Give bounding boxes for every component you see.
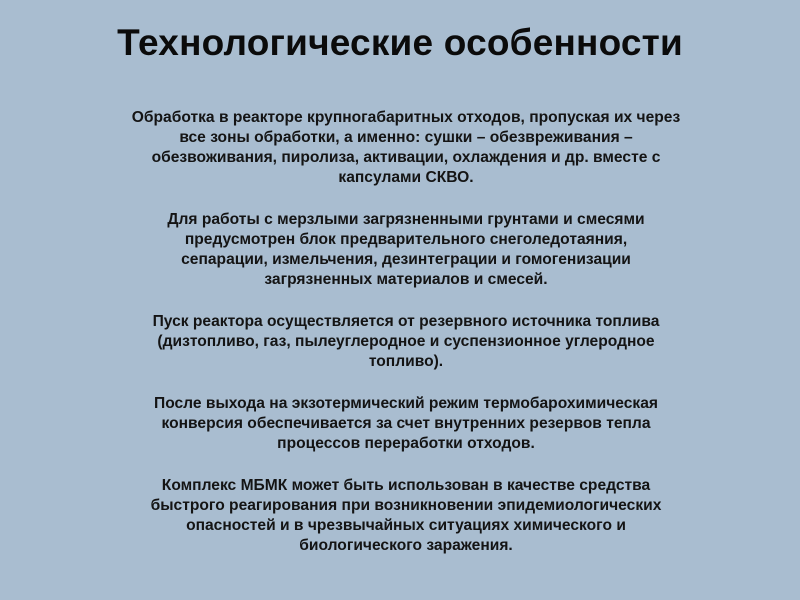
paragraph-line: быстрого реагирования при возникновении эпидемиологических [150,497,662,514]
paragraph-mbmk-complex [56,476,756,556]
paragraph-line: Обработка в реакторе крупногабаритных отходов, пропуская их через [131,109,681,126]
paragraph-line: загрязненных материалов и смесей. [264,271,548,288]
paragraph-line: биологического заражения. [299,537,513,554]
slide-title: Технологические особенности [117,22,683,63]
paragraph-line: Пуск реактора осуществляется от резервного источника топлива [152,313,660,330]
paragraph-line: топливо). [368,353,444,370]
paragraph-line: обезвоживания, пиролиза, активации, охлаждения и др. вместе с [151,149,661,166]
paragraph-frozen-soils [56,210,756,290]
paragraph-line: капсулами СКВО. [338,169,474,186]
paragraph-line: конверсия обеспечивается за счет внутренних резервов тепла [161,415,651,432]
paragraph-line: Для работы с мерзлыми загрязненными грунтами и смесями [167,211,645,228]
paragraph-line: все зоны обработки, а именно: сушки – обезвреживания – [179,129,633,146]
paragraph-reactor-start [56,312,756,372]
paragraph-line: (дизтопливо, газ, пылеуглеродное и суспензионное углеродное [157,333,655,350]
paragraph-exothermic-mode [56,394,756,454]
slide-body [56,108,756,578]
paragraph-line: После выхода на экзотермический режим термобарохимическая [153,395,658,412]
paragraph-line: сепарации, измельчения, дезинтеграции и гомогенизации [181,251,631,268]
paragraph-processing [56,108,756,188]
paragraph-line: предусмотрен блок предварительного снеголедотаяния, [184,231,628,248]
paragraph-line: опасностей и в чрезвычайных ситуациях химического и [186,517,626,534]
paragraph-line: Комплекс МБМК может быть использован в качестве средства [161,477,651,494]
paragraph-line: процессов переработки отходов. [277,435,535,452]
